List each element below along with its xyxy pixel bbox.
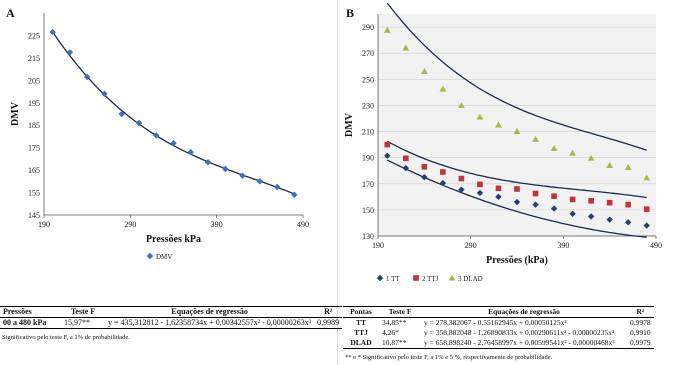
data-point — [477, 182, 483, 188]
legend-label: DMV — [156, 253, 173, 261]
data-point — [422, 164, 428, 170]
table-b-cell-point: DLAD — [343, 338, 379, 349]
table-b-header-equacoes: Equações de regressão — [421, 307, 627, 318]
table-b-header-r2: R² — [627, 307, 654, 318]
table-a-cell-equation: y = 435,312812 - 1,62358734x + 0,00342557x² - 0,00000263x³ — [105, 318, 314, 329]
data-point — [101, 91, 107, 97]
x-tick-label: 490 — [297, 220, 309, 229]
data-point — [644, 206, 650, 212]
y-axis-label: DMV — [10, 102, 21, 126]
data-point — [588, 198, 594, 204]
table-b-cell-point: TTJ — [354, 328, 368, 337]
y-tick-label: 145 — [28, 211, 40, 220]
data-point — [403, 156, 409, 162]
y-tick-label: 215 — [28, 53, 40, 63]
data-point — [459, 176, 465, 182]
panel-b-letter: B — [346, 6, 355, 20]
y-axis-label: DMV — [344, 113, 355, 137]
y-tick-label: 210 — [362, 127, 374, 137]
legend-label: 1 TT — [386, 275, 400, 283]
legend-marker — [377, 275, 383, 281]
table-b-cell-point: TT — [355, 318, 366, 327]
x-axis-label: Pressões kPa — [145, 234, 202, 245]
table-b-header-row — [343, 307, 654, 318]
y-tick-label: 130 — [362, 232, 374, 241]
y-tick-label: 230 — [362, 101, 374, 111]
y-tick-label: 270 — [362, 49, 374, 59]
data-point — [570, 197, 576, 203]
x-tick-label: 490 — [650, 241, 662, 250]
table-b-cell-equation: y = 278,382067 - 0,55162945x + 0,00050125x² — [424, 318, 567, 327]
chart-b — [338, 0, 683, 290]
table-a-header-r2: R² — [314, 307, 342, 318]
table-a-cell-f: 15,97** — [61, 318, 105, 329]
table-b-cell-f: 4,26* — [382, 328, 399, 337]
table-row — [343, 338, 654, 349]
y-tick-label: 170 — [362, 179, 374, 189]
legend-marker — [413, 275, 419, 281]
table-a-header-equacoes: Equações de regressão — [105, 307, 314, 318]
y-tick-label: 175 — [28, 143, 40, 153]
table-a-header-row — [0, 307, 342, 318]
data-point — [257, 178, 263, 184]
data-point — [440, 169, 446, 175]
regression-curve — [53, 32, 295, 194]
y-tick-label: 190 — [362, 153, 374, 163]
y-tick-label: 205 — [28, 76, 40, 86]
y-tick-label: 225 — [28, 31, 40, 41]
legend-marker — [147, 253, 153, 259]
legend-label: 2 TTJ — [422, 275, 439, 283]
table-a-header-teste-f: Teste F — [61, 307, 105, 318]
legend-label: 3 DLAD — [458, 275, 483, 283]
table-row — [0, 318, 342, 329]
data-point — [222, 166, 228, 172]
data-point — [384, 142, 390, 148]
x-tick-label: 190 — [38, 220, 50, 229]
data-point — [496, 186, 502, 192]
table-a-note: Significativo pelo teste F, a 1% de probabilidade. — [2, 334, 130, 341]
data-point — [170, 140, 176, 146]
y-tick-label: 290 — [362, 23, 374, 33]
y-tick-label: 165 — [28, 166, 40, 176]
x-tick-label: 190 — [372, 241, 384, 250]
table-row — [343, 328, 654, 338]
panel-a-letter: A — [6, 6, 15, 20]
table-a-cell-range: 00 a 480 kPa — [0, 318, 61, 329]
table-a-header-pressoes: Pressões — [0, 307, 61, 318]
regression-table-a — [0, 306, 342, 329]
table-b-cell-equation: y = 658,898240 - 2,76458997x + 0,00599541x² - 0,00000468x³ — [421, 338, 627, 349]
legend-marker — [449, 275, 456, 281]
y-tick-label: 185 — [28, 121, 40, 131]
data-point — [205, 159, 211, 165]
y-tick-label: 195 — [28, 98, 40, 108]
x-tick-label: 290 — [464, 241, 477, 250]
y-tick-label: 250 — [362, 75, 374, 85]
data-point — [188, 149, 194, 155]
table-b-cell-f: 10,87** — [379, 338, 421, 349]
x-tick-label: 390 — [210, 220, 223, 229]
table-b-header-pontas: Pontas — [343, 307, 379, 318]
table-row — [343, 318, 654, 329]
data-point — [551, 193, 557, 199]
chart-a — [0, 0, 335, 265]
table-b-note: ** e * Significativo pelo teste F, a 1% e 5 %, respectivamente de probabilidade. — [345, 354, 553, 361]
regression-table-b — [343, 306, 654, 349]
table-b-cell-r2: 0,9910 — [630, 328, 651, 337]
data-point — [67, 49, 73, 55]
table-a-cell-r2: 0,9989 — [314, 318, 342, 329]
y-tick-label: 155 — [28, 188, 40, 198]
data-point — [274, 184, 280, 190]
table-b-cell-f: 34,85** — [382, 318, 407, 327]
data-point — [607, 200, 613, 206]
data-point — [533, 191, 539, 197]
table-b-header-teste-f: Teste F — [379, 307, 421, 318]
table-b-cell-equation: y = 358,882048 - 1,26890833x + 0,00290611x² - 0,00000235x³ — [424, 328, 615, 337]
table-b-cell-r2: 0,9979 — [627, 338, 654, 349]
y-tick-label: 150 — [362, 205, 374, 215]
table-b-cell-r2: 0,9978 — [630, 318, 651, 327]
x-axis-label: Pressões (kPa) — [486, 255, 548, 266]
data-point — [514, 186, 520, 192]
x-tick-label: 390 — [557, 241, 570, 250]
x-tick-label: 290 — [124, 220, 137, 229]
data-point — [625, 202, 631, 208]
